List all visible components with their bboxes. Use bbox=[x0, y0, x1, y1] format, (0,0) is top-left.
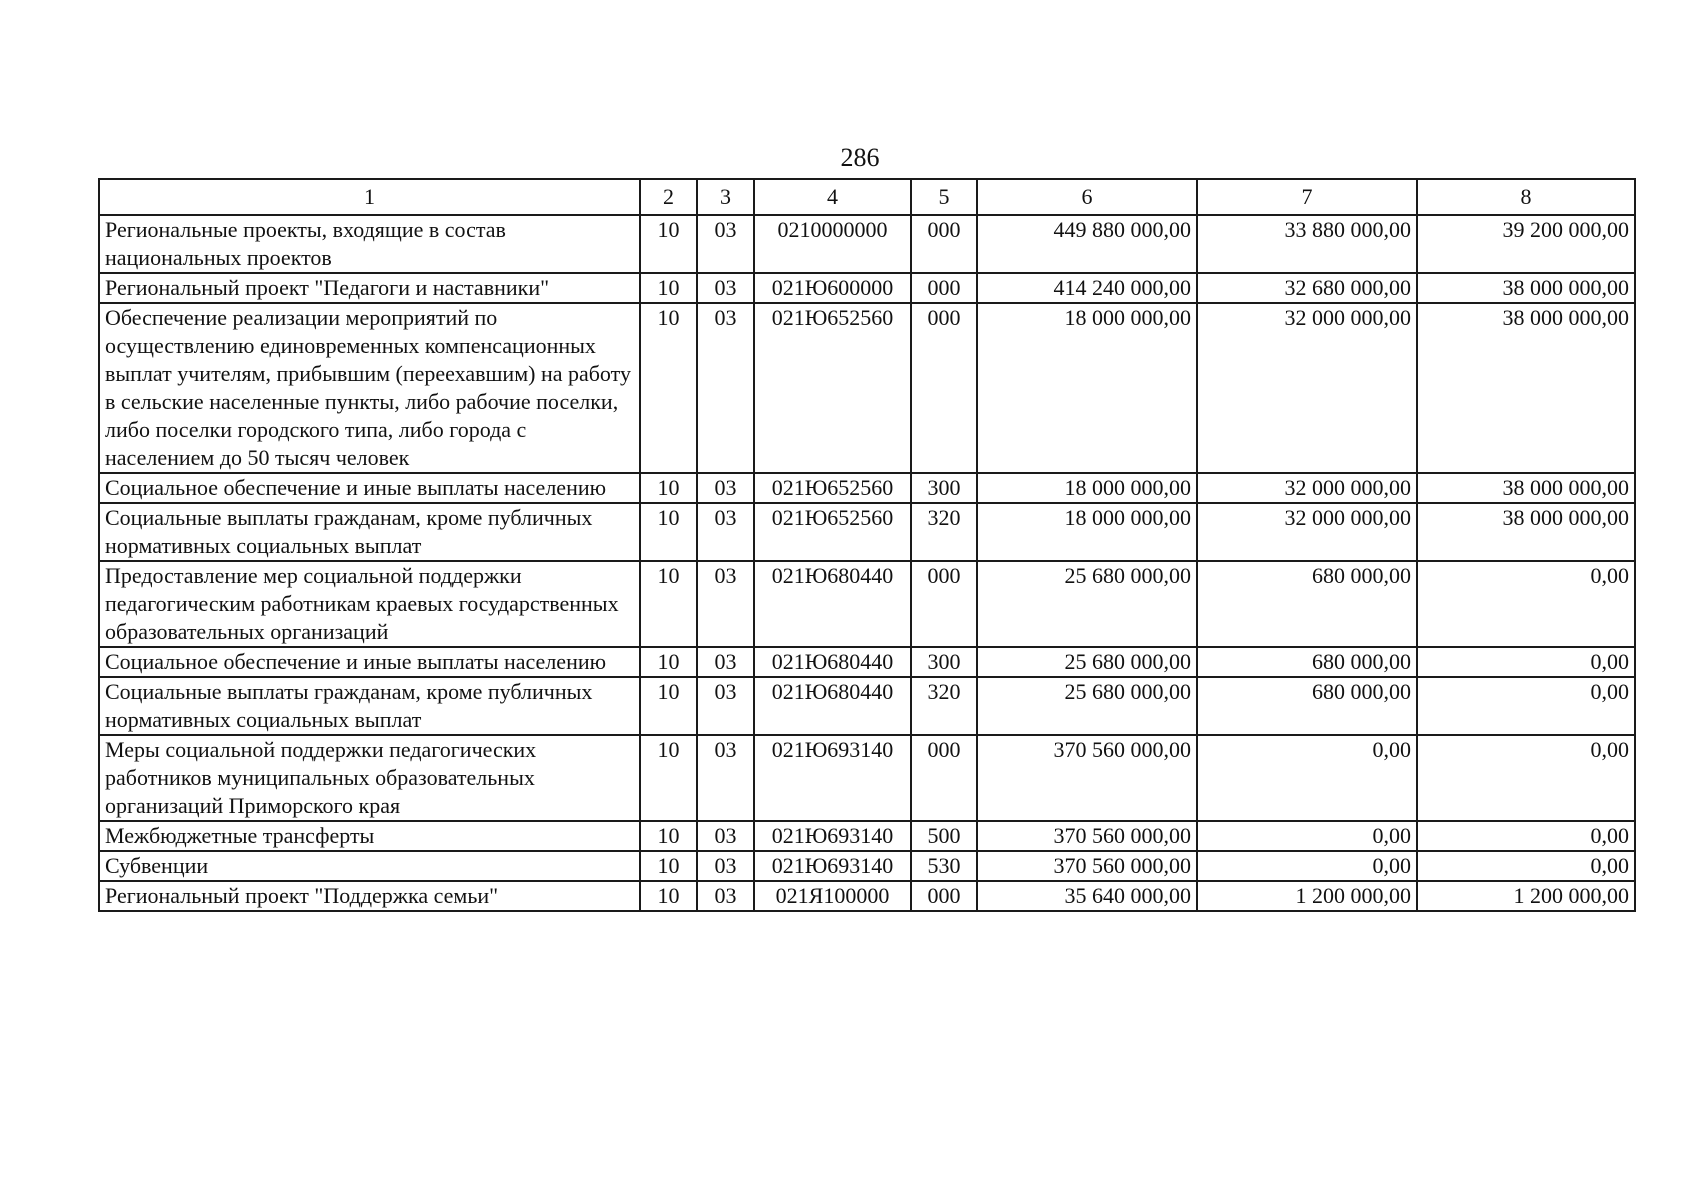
table-row bbox=[99, 821, 1635, 851]
section-code-cell: 10 bbox=[640, 881, 697, 911]
amount-col6-cell bbox=[977, 851, 1197, 881]
amount-value: 1 200 000,00 bbox=[1513, 883, 1629, 908]
subsection-code-cell: 03 bbox=[697, 647, 754, 677]
column-header: 1 bbox=[99, 179, 640, 215]
amount-value: 38 000 000,00 bbox=[1502, 305, 1629, 330]
column-header: 6 bbox=[977, 179, 1197, 215]
amount-col6-cell bbox=[977, 561, 1197, 647]
amount-value: 25 680 000,00 bbox=[1064, 679, 1191, 704]
expense-type-cell: 530 bbox=[911, 851, 977, 881]
amount-value: 18 000 000,00 bbox=[1064, 305, 1191, 330]
amount-col6-cell bbox=[977, 821, 1197, 851]
subsection-code-cell: 03 bbox=[697, 735, 754, 821]
subsection-code-cell: 03 bbox=[697, 473, 754, 503]
amount-value: 32 000 000,00 bbox=[1284, 475, 1411, 500]
amount-value: 38 000 000,00 bbox=[1502, 475, 1629, 500]
expense-type-cell: 500 bbox=[911, 821, 977, 851]
amount-col7-cell bbox=[1197, 881, 1417, 911]
row-name-cell: Обеспечение реализации мероприятий по осуществлению единовременных компенсационных выплат учителям, прибывшим (переехавшим) на работу в сельские населенные пункты, либо рабочие поселки, либо поселки городского типа, либо города с населением до 50 тысяч человек bbox=[99, 303, 640, 473]
column-header: 3 bbox=[697, 179, 754, 215]
target-article-cell: 021Ю693140 bbox=[754, 821, 911, 851]
amount-col6-cell bbox=[977, 215, 1197, 273]
amount-col8-cell bbox=[1417, 735, 1635, 821]
target-article-cell: 021Ю693140 bbox=[754, 735, 911, 821]
subsection-code-cell: 03 bbox=[697, 677, 754, 735]
amount-value: 25 680 000,00 bbox=[1064, 649, 1191, 674]
expense-type-cell: 300 bbox=[911, 473, 977, 503]
section-code-cell: 10 bbox=[640, 215, 697, 273]
target-article-cell: 021Ю680440 bbox=[754, 677, 911, 735]
row-name-cell: Межбюджетные трансферты bbox=[99, 821, 640, 851]
amount-col8-cell bbox=[1417, 473, 1635, 503]
amount-col7-cell bbox=[1197, 303, 1417, 473]
target-article-cell: 021Ю600000 bbox=[754, 273, 911, 303]
subsection-code-cell: 03 bbox=[697, 215, 754, 273]
amount-value: 18 000 000,00 bbox=[1064, 475, 1191, 500]
section-code-cell: 10 bbox=[640, 677, 697, 735]
amount-col6-cell bbox=[977, 503, 1197, 561]
header-row bbox=[99, 179, 1635, 215]
amount-value: 0,00 bbox=[1590, 679, 1629, 704]
target-article-cell: 021Ю680440 bbox=[754, 647, 911, 677]
amount-col8-cell bbox=[1417, 215, 1635, 273]
amount-col7-cell bbox=[1197, 735, 1417, 821]
section-code-cell: 10 bbox=[640, 303, 697, 473]
amount-col6-cell bbox=[977, 881, 1197, 911]
amount-col8-cell bbox=[1417, 561, 1635, 647]
table-row bbox=[99, 735, 1635, 821]
amount-col6-cell bbox=[977, 677, 1197, 735]
amount-col7-cell bbox=[1197, 647, 1417, 677]
subsection-code-cell: 03 bbox=[697, 821, 754, 851]
amount-value: 1 200 000,00 bbox=[1295, 883, 1411, 908]
row-name-cell: Меры социальной поддержки педагогических работников муниципальных образовательных организаций Приморского края bbox=[99, 735, 640, 821]
amount-value: 680 000,00 bbox=[1312, 563, 1411, 588]
table-row bbox=[99, 503, 1635, 561]
row-name-cell: Региональные проекты, входящие в состав национальных проектов bbox=[99, 215, 640, 273]
target-article-cell: 021Ю652560 bbox=[754, 473, 911, 503]
amount-col7-cell bbox=[1197, 851, 1417, 881]
row-name-cell: Социальное обеспечение и иные выплаты населению bbox=[99, 473, 640, 503]
table-row bbox=[99, 561, 1635, 647]
amount-value: 18 000 000,00 bbox=[1064, 505, 1191, 530]
amount-col8-cell bbox=[1417, 881, 1635, 911]
amount-col8-cell bbox=[1417, 303, 1635, 473]
amount-value: 449 880 000,00 bbox=[1053, 217, 1191, 242]
amount-col8-cell bbox=[1417, 503, 1635, 561]
amount-value: 32 000 000,00 bbox=[1284, 305, 1411, 330]
target-article-cell: 0210000000 bbox=[754, 215, 911, 273]
amount-col7-cell bbox=[1197, 215, 1417, 273]
amount-value: 0,00 bbox=[1372, 823, 1411, 848]
amount-col6-cell bbox=[977, 273, 1197, 303]
amount-col8-cell bbox=[1417, 677, 1635, 735]
column-header: 7 bbox=[1197, 179, 1417, 215]
column-header: 8 bbox=[1417, 179, 1635, 215]
amount-col8-cell bbox=[1417, 851, 1635, 881]
section-code-cell: 10 bbox=[640, 273, 697, 303]
amount-value: 38 000 000,00 bbox=[1502, 275, 1629, 300]
amount-col6-cell bbox=[977, 647, 1197, 677]
amount-value: 414 240 000,00 bbox=[1053, 275, 1191, 300]
column-header: 5 bbox=[911, 179, 977, 215]
target-article-cell: 021Ю652560 bbox=[754, 503, 911, 561]
subsection-code-cell: 03 bbox=[697, 503, 754, 561]
section-code-cell: 10 bbox=[640, 561, 697, 647]
amount-value: 370 560 000,00 bbox=[1053, 853, 1191, 878]
row-name-cell: Региональный проект "Поддержка семьи" bbox=[99, 881, 640, 911]
section-code-cell: 10 bbox=[640, 473, 697, 503]
expense-type-cell: 300 bbox=[911, 647, 977, 677]
amount-col8-cell bbox=[1417, 273, 1635, 303]
amount-value: 0,00 bbox=[1372, 737, 1411, 762]
section-code-cell: 10 bbox=[640, 851, 697, 881]
amount-value: 680 000,00 bbox=[1312, 649, 1411, 674]
target-article-cell: 021Ю693140 bbox=[754, 851, 911, 881]
amount-col7-cell bbox=[1197, 561, 1417, 647]
column-header: 2 bbox=[640, 179, 697, 215]
column-header: 4 bbox=[754, 179, 911, 215]
table-body bbox=[99, 215, 1635, 911]
amount-value: 0,00 bbox=[1590, 649, 1629, 674]
table-row bbox=[99, 647, 1635, 677]
amount-value: 370 560 000,00 bbox=[1053, 823, 1191, 848]
amount-col6-cell bbox=[977, 735, 1197, 821]
table-row bbox=[99, 473, 1635, 503]
amount-col8-cell bbox=[1417, 821, 1635, 851]
table-row bbox=[99, 273, 1635, 303]
amount-value: 0,00 bbox=[1590, 563, 1629, 588]
amount-col6-cell bbox=[977, 303, 1197, 473]
amount-value: 0,00 bbox=[1590, 823, 1629, 848]
amount-col6-cell bbox=[977, 473, 1197, 503]
amount-value: 25 680 000,00 bbox=[1064, 563, 1191, 588]
target-article-cell: 021Ю680440 bbox=[754, 561, 911, 647]
subsection-code-cell: 03 bbox=[697, 303, 754, 473]
subsection-code-cell: 03 bbox=[697, 881, 754, 911]
table-row bbox=[99, 677, 1635, 735]
table-row bbox=[99, 215, 1635, 273]
amount-value: 0,00 bbox=[1372, 853, 1411, 878]
page-number: 286 bbox=[840, 143, 880, 172]
amount-value: 32 680 000,00 bbox=[1284, 275, 1411, 300]
amount-col7-cell bbox=[1197, 821, 1417, 851]
row-name-cell: Социальные выплаты гражданам, кроме публичных нормативных социальных выплат bbox=[99, 677, 640, 735]
amount-value: 38 000 000,00 bbox=[1502, 505, 1629, 530]
row-name-cell: Предоставление мер социальной поддержки педагогическим работникам краевых государственных образовательных организаций bbox=[99, 561, 640, 647]
row-name-cell: Субвенции bbox=[99, 851, 640, 881]
table-row bbox=[99, 851, 1635, 881]
section-code-cell: 10 bbox=[640, 503, 697, 561]
budget-table bbox=[98, 178, 1636, 912]
table-row bbox=[99, 303, 1635, 473]
expense-type-cell: 000 bbox=[911, 303, 977, 473]
amount-value: 0,00 bbox=[1590, 737, 1629, 762]
amount-value: 680 000,00 bbox=[1312, 679, 1411, 704]
subsection-code-cell: 03 bbox=[697, 561, 754, 647]
amount-value: 33 880 000,00 bbox=[1284, 217, 1411, 242]
amount-col7-cell bbox=[1197, 473, 1417, 503]
target-article-cell: 021Ю652560 bbox=[754, 303, 911, 473]
amount-col7-cell bbox=[1197, 273, 1417, 303]
row-name-cell: Региональный проект "Педагоги и наставники" bbox=[99, 273, 640, 303]
amount-col7-cell bbox=[1197, 677, 1417, 735]
expense-type-cell: 000 bbox=[911, 881, 977, 911]
target-article-cell: 021Я100000 bbox=[754, 881, 911, 911]
expense-type-cell: 000 bbox=[911, 561, 977, 647]
section-code-cell: 10 bbox=[640, 647, 697, 677]
amount-value: 0,00 bbox=[1590, 853, 1629, 878]
expense-type-cell: 000 bbox=[911, 215, 977, 273]
row-name-cell: Социальное обеспечение и иные выплаты населению bbox=[99, 647, 640, 677]
row-name-cell: Социальные выплаты гражданам, кроме публичных нормативных социальных выплат bbox=[99, 503, 640, 561]
section-code-cell: 10 bbox=[640, 821, 697, 851]
subsection-code-cell: 03 bbox=[697, 273, 754, 303]
amount-value: 32 000 000,00 bbox=[1284, 505, 1411, 530]
expense-type-cell: 320 bbox=[911, 677, 977, 735]
amount-value: 370 560 000,00 bbox=[1053, 737, 1191, 762]
amount-value: 35 640 000,00 bbox=[1064, 883, 1191, 908]
expense-type-cell: 320 bbox=[911, 503, 977, 561]
amount-value: 39 200 000,00 bbox=[1502, 217, 1629, 242]
amount-col7-cell bbox=[1197, 503, 1417, 561]
subsection-code-cell: 03 bbox=[697, 851, 754, 881]
amount-col8-cell bbox=[1417, 647, 1635, 677]
expense-type-cell: 000 bbox=[911, 273, 977, 303]
expense-type-cell: 000 bbox=[911, 735, 977, 821]
section-code-cell: 10 bbox=[640, 735, 697, 821]
table-row bbox=[99, 881, 1635, 911]
